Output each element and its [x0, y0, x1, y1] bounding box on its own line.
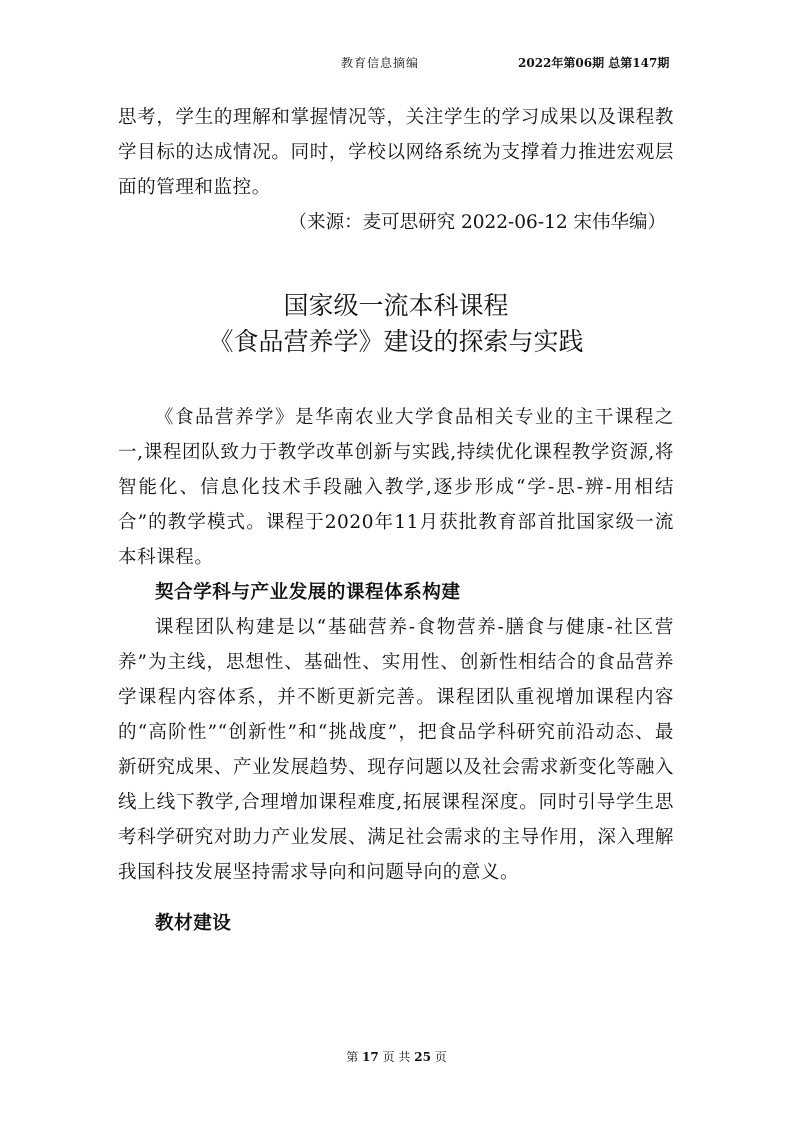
article-title	[118, 288, 674, 360]
footer-middle: 页 共	[382, 1050, 411, 1064]
total-pages: 25	[414, 1050, 431, 1064]
issue-number: 2022年第06期 总第147期	[518, 56, 670, 70]
section-heading: 契合学科与产业发展的课程体系构建	[155, 582, 461, 603]
footer-prefix: 第	[346, 1050, 359, 1064]
section-paragraph: 课程团队构建是以“基础营养-食物营养-膳食与健康-社区营养”为主线，思想性、基础性、实用性、创新性相结合的食品营养学课程内容体系，并不断更新完善。课程团队重视增加课程内容的“高阶性”“创新性”和“挑战度”，把食品学科研究前沿动态、最新研究成果、产业发展趋势、现存问题以及社会需求新变化等融入线上线下教学,合理增加课程难度,拓展课程深度。同时引导学生思考科学研究对助力产业发展、满足社会需求的主导作用，深入理解我国科技发展坚持需求导向和问题导向的意义。	[118, 617, 674, 883]
section-heading-textbook: 教材建设	[155, 913, 232, 934]
publication-name: 教育信息摘编	[341, 56, 420, 70]
article-title-line1: 国家级一流本科课程	[283, 291, 509, 320]
intro-paragraph: 思考，学生的理解和掌握情况等，关注学生的学习成果以及课程教学目标的达成情况。同时，学校以网络系统为支撑着力推进宏观层面的管理和监控。	[118, 107, 674, 198]
source-line: （来源：麦可思研究 2022-06-12 宋伟华编）	[288, 212, 666, 233]
page-number: 17	[362, 1050, 379, 1064]
page-footer	[0, 1048, 793, 1065]
article-title-line2: 《食品营养学》建设的探索与实践	[208, 327, 584, 356]
page-header	[0, 54, 793, 74]
article-paragraph: 《食品营养学》是华南农业大学食品相关专业的主干课程之一,课程团队致力于教学改革创新与实践,持续优化课程教学资源,将智能化、信息化技术手段融入教学,逐步形成“学-思-辨-用相结合”的教学模式。课程于2020年11月获批教育部首批国家级一流本科课程。	[118, 407, 674, 568]
footer-suffix: 页	[434, 1050, 447, 1064]
page-content	[118, 100, 674, 941]
